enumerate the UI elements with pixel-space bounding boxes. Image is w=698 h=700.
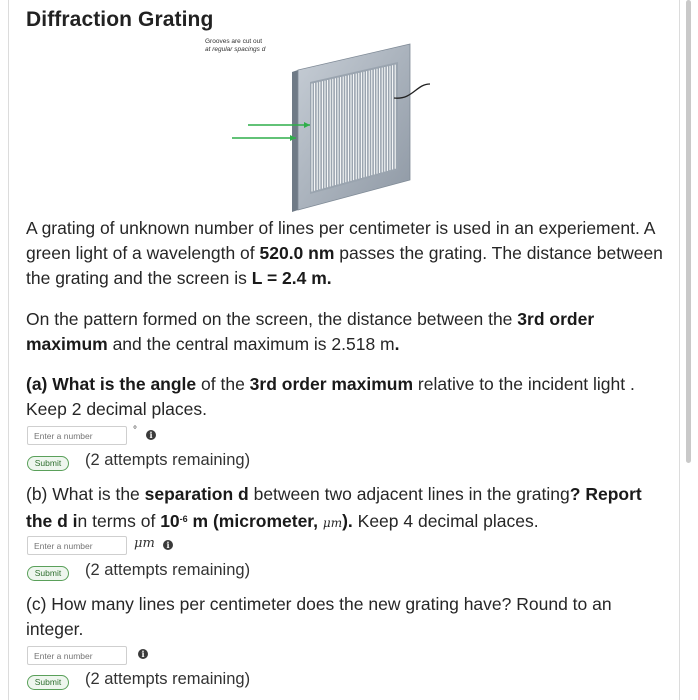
diffraction-grating-figure <box>228 42 528 212</box>
answer-c-input[interactable] <box>27 646 127 665</box>
scrollbar-thumb[interactable] <box>686 0 691 463</box>
submit-b-button[interactable]: Submit <box>27 566 69 581</box>
question-b: (b) What is the separation d between two adjacent lines in the grating? Report the d in terms of $10^{-6}$ m (micrometer, μm). Keep 4 decimal places. <box>26 484 642 531</box>
grating-plate-edge <box>292 70 298 212</box>
attempts-remaining-c: (2 attempts remaining) <box>85 670 251 688</box>
figure-caption: Grooves are cut out at regular spacings d <box>205 38 266 53</box>
question-c: (c) How many lines per centimeter does the new grating have? Round to an integer. <box>26 594 612 639</box>
content-border-left <box>8 0 9 700</box>
pattern-statement: On the pattern formed on the screen, the distance between the 3rd order maximum and the central maximum is 2.518 m. <box>26 309 595 354</box>
info-icon[interactable]: i <box>163 540 173 550</box>
content-border-right <box>679 0 680 700</box>
answer-b-input[interactable] <box>27 536 127 555</box>
info-icon[interactable]: i <box>138 649 148 659</box>
page-title: Diffraction Grating <box>26 8 214 31</box>
distance-value: L = 2.4 m. <box>251 268 332 288</box>
micrometer-unit: μm <box>134 536 155 551</box>
answer-a-input[interactable] <box>27 426 127 445</box>
question-a: (a) What is the angle of the 3rd order maximum relative to the incident light . Keep 2 decimal places. <box>26 374 635 419</box>
info-icon[interactable]: i <box>146 430 156 440</box>
submit-a-button[interactable]: Submit <box>27 456 69 471</box>
submit-c-button[interactable]: Submit <box>27 675 69 690</box>
attempts-remaining-b: (2 attempts remaining) <box>85 561 251 579</box>
problem-statement: A grating of unknown number of lines per centimeter is used in an experiement. A green light of a wavelength of 520.0 nm passes the grating. The distance between the grating and the screen is L = 2.4 m. <box>26 218 663 288</box>
degree-unit: ° <box>133 425 137 436</box>
wavelength-value: 520.0 nm <box>259 243 335 263</box>
attempts-remaining-a: (2 attempts remaining) <box>85 451 251 469</box>
